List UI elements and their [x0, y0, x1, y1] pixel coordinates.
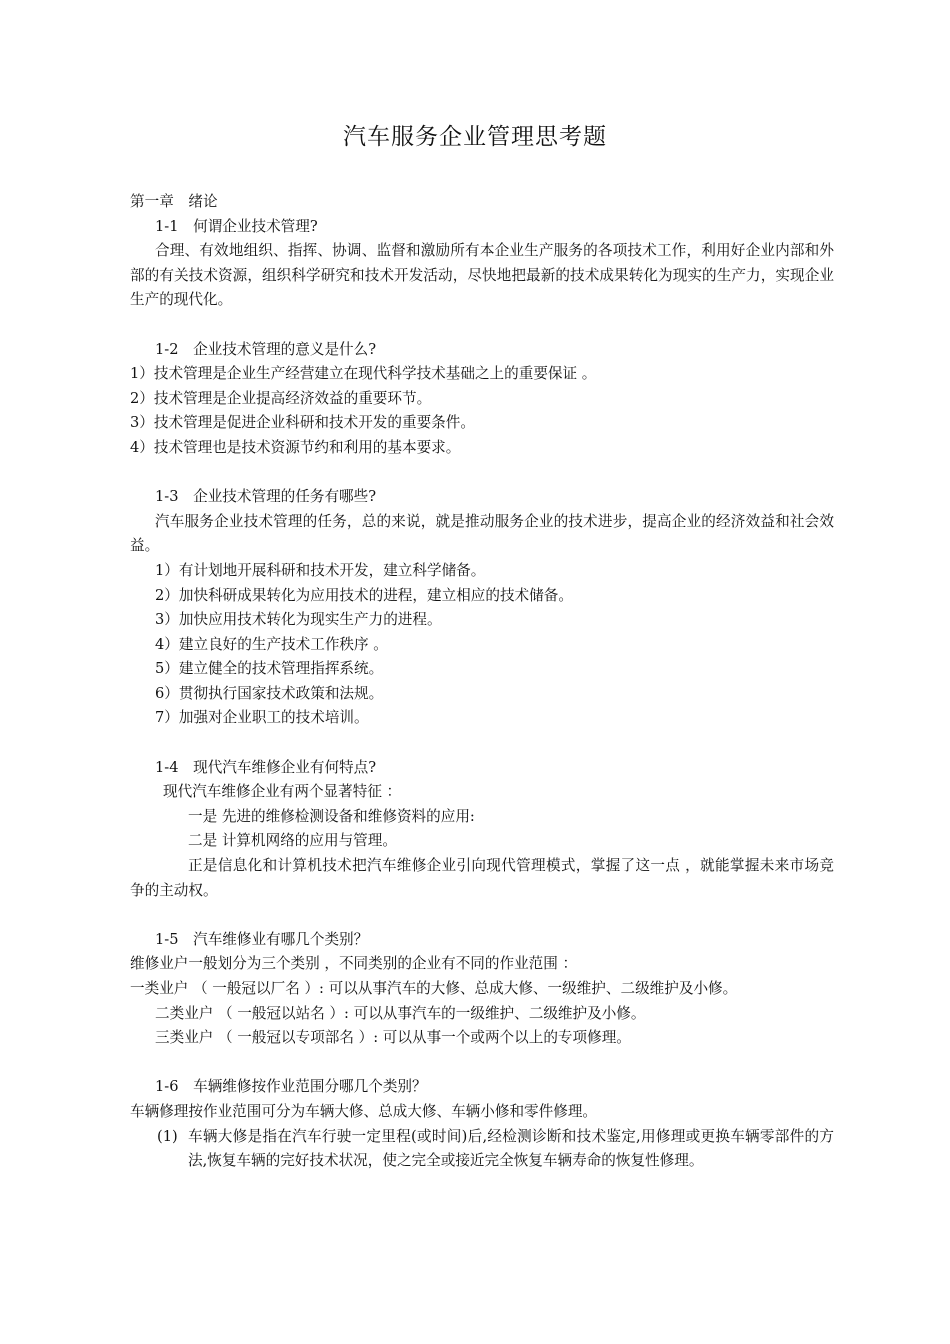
list-item: 3）技术管理是促进企业科研和技术开发的重要条件。 [130, 414, 475, 432]
list-item: 三类业户 （ 一般冠以专项部名 ）: 可以从事一个或两个以上的专项修理。 [155, 1029, 631, 1047]
list-item: 2）技术管理是企业提高经济效益的重要环节。 [130, 389, 432, 407]
answer-intro: 现代汽车维修企业有两个显著特征 ： [163, 783, 402, 801]
question-heading: 1-6 车辆维修按作业范围分哪几个类别？ [155, 1078, 427, 1096]
numbered-item [130, 1125, 834, 1174]
list-item: 1）有计划地开展科研和技术开发，建立科学储备。 [155, 561, 486, 579]
answer-paragraph: 汽车服务企业技术管理的任务，总的来说，就是推动服务企业的技术进步，提高企业的经济效益和社会效益。 [130, 512, 834, 555]
list-item: 4）建立良好的生产技术工作秩序 。 [155, 635, 388, 653]
question-heading: 1-4 现代汽车维修企业有何特点? [155, 758, 377, 776]
answer-paragraph: 正是信息化和计算机技术把汽车维修企业引向现代管理模式，掌握了这一点 ，就能掌握未来市场竞争的主动权。 [130, 857, 834, 899]
list-item: 4）技术管理也是技术资源节约和利用的基本要求。 [130, 438, 461, 456]
question-heading: 1-5 汽车维修业有哪几个类别？ [155, 930, 369, 948]
list-item: 2）加快科研成果转化为应用技术的进程，建立相应的技术储备。 [155, 586, 573, 604]
list-item: 二是 计算机网络的应用与管理。 [188, 832, 397, 850]
answer-paragraph: 合理、有效地组织、指挥、协调、监督和激励所有本企业生产服务的各项技术工作，利用好企业内部和外部的有关技术资源，组织科学研究和技术开发活动，尽快地把最新的技术成果转化为现实的生产力，实现企业生产的现代化。 [130, 242, 834, 309]
list-item: 二类业户 （ 一般冠以站名 ）: 可以从事汽车的一级维护、二级维护及小修。 [155, 1004, 646, 1022]
document-title: 汽车服务企业管理思考题 [343, 124, 607, 150]
list-item: 3）加快应用技术转化为现实生产力的进程。 [155, 611, 442, 629]
item-text: 车辆大修是指在汽车行驶一定里程(或时间)后,经检测诊断和技术鉴定,用修理或更换车辆零部件的方法,恢复车辆的完好技术状况，使之完全或接近完全恢复车辆寿命的恢复性修理。 [188, 1127, 834, 1170]
list-item: 5）建立健全的技术管理指挥系统。 [155, 660, 384, 678]
list-item: 1）技术管理是企业生产经营建立在现代科学技术基础之上的重要保证 。 [130, 365, 597, 383]
list-item: 6）贯彻执行国家技术政策和法规。 [155, 684, 384, 702]
question-heading: 1-1 何谓企业技术管理? [155, 217, 318, 235]
question-heading: 1-3 企业技术管理的任务有哪些? [155, 488, 377, 506]
item-number: (1) [157, 1127, 178, 1145]
list-item: 7）加强对企业职工的技术培训。 [155, 709, 369, 727]
answer-intro: 维修业户一般划分为三个类别 ，不同类别的企业有不同的作业范围 ： [130, 955, 578, 973]
list-item: 一类业户 （ 一般冠以厂名 ）: 可以从事汽车的大修、总成大修、一级维护、二级维护及小修。 [130, 980, 738, 997]
chapter-heading: 第一章 绪论 [130, 193, 218, 210]
document-body [130, 190, 834, 1174]
list-item: 一是 先进的维修检测设备和维修资料的应用: [188, 807, 475, 825]
answer-intro: 车辆修理按作业范围可分为车辆大修、总成大修、车辆小修和零件修理。 [130, 1102, 598, 1120]
question-heading: 1-2 企业技术管理的意义是什么? [155, 340, 377, 358]
